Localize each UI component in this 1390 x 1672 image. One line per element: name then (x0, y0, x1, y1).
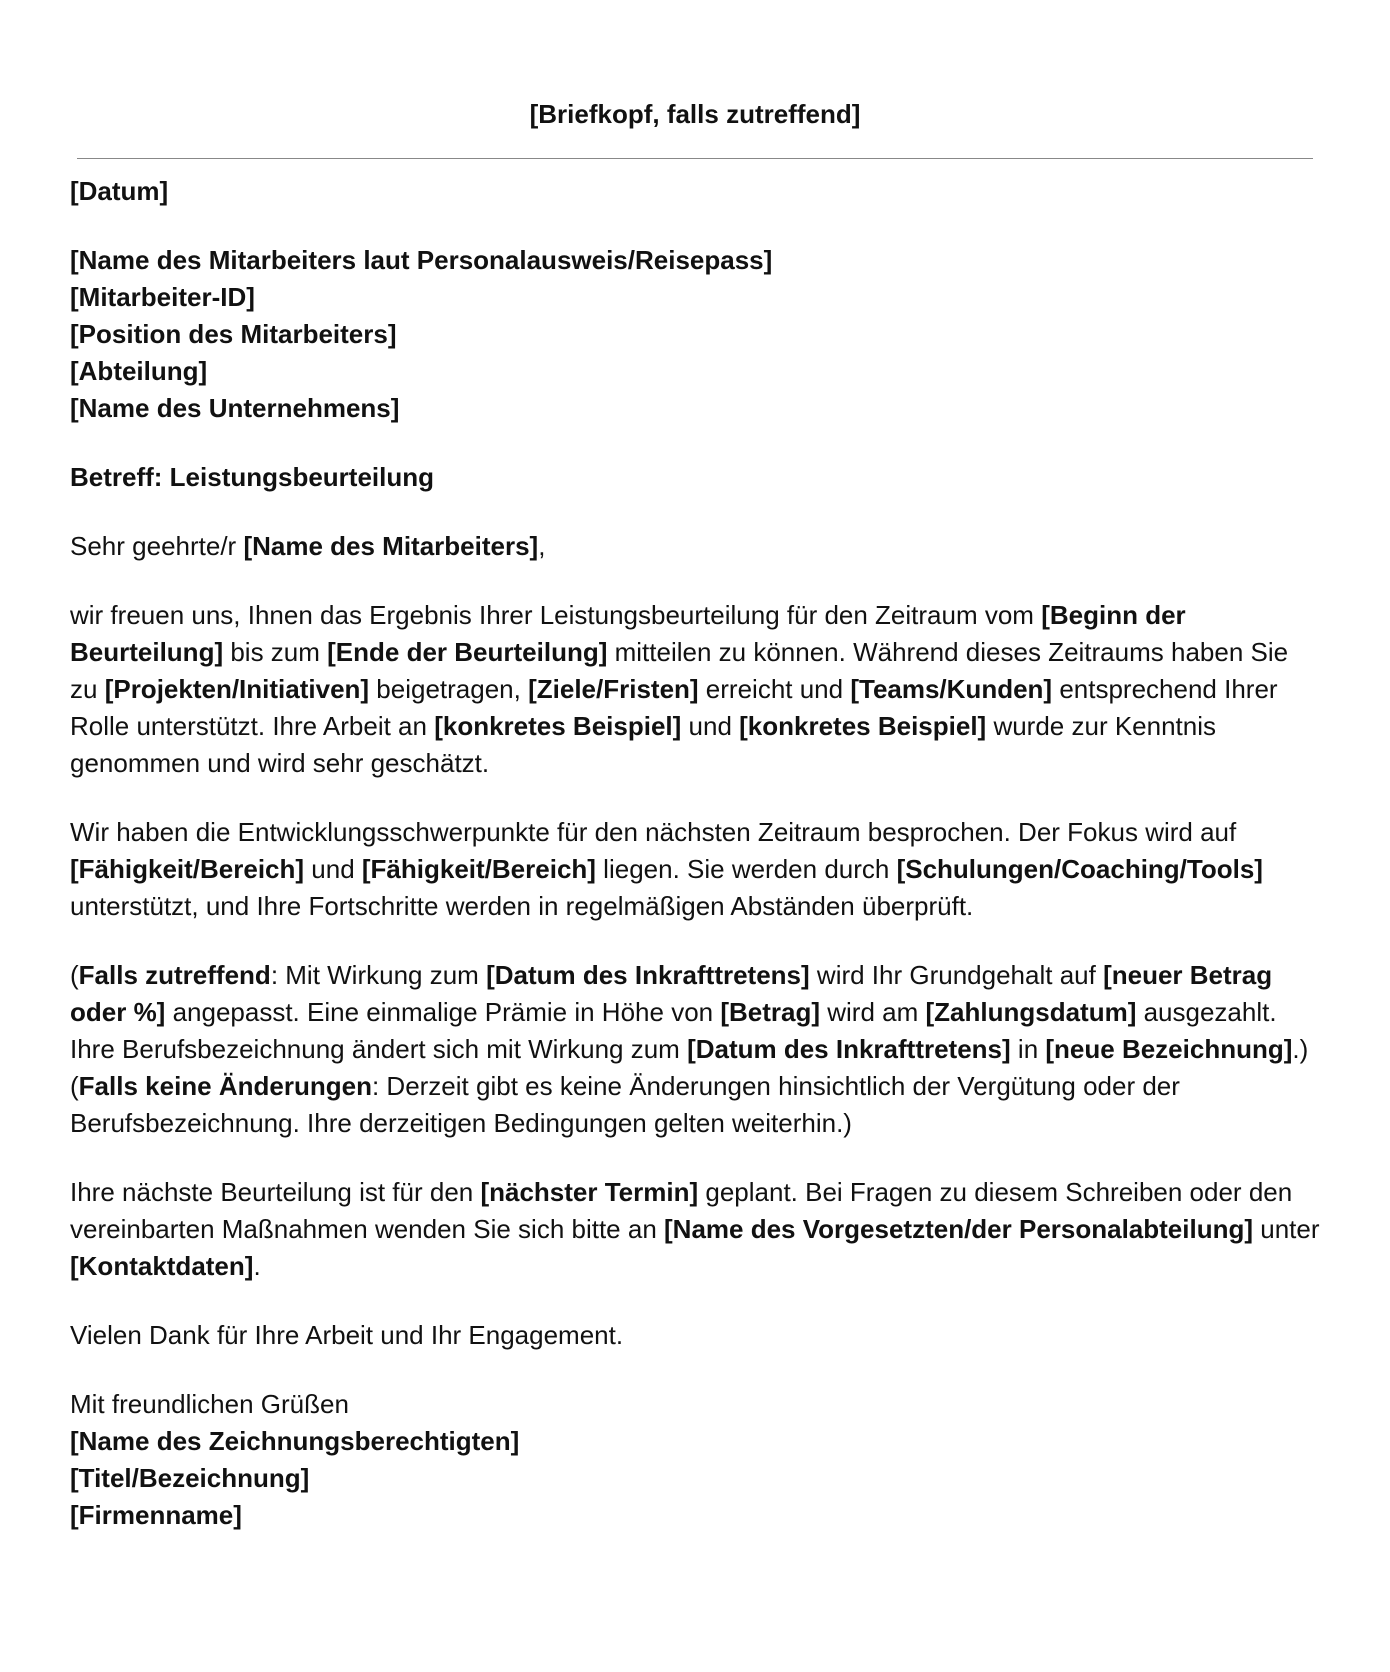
text-segment: liegen. Sie werden durch (595, 854, 897, 884)
placeholder-segment: [Teams/Kunden] (850, 674, 1053, 704)
placeholder-segment: [Betrag] (720, 997, 821, 1027)
placeholder-segment: Falls keine Änderungen (78, 1071, 372, 1101)
placeholder-segment: Falls zutreffend (78, 960, 271, 990)
recipient-block (70, 242, 1320, 427)
placeholder-segment: [Fähigkeit/Bereich] (70, 854, 305, 884)
placeholder-segment: [konkretes Beispiel] (739, 711, 987, 741)
recipient-department: [Abteilung] (70, 356, 208, 386)
placeholder-segment: [Ziele/Fristen] (528, 674, 699, 704)
paragraph-review-result (70, 597, 1320, 782)
paragraph-next-review (70, 1174, 1320, 1285)
placeholder-segment: [Projekten/Initiativen] (104, 674, 370, 704)
text-segment: bis zum (223, 637, 328, 667)
placeholder-segment: [Kontaktdaten] (70, 1251, 254, 1281)
placeholder-segment: [Ende der Beurteilung] (327, 637, 608, 667)
date-placeholder: [Datum] (70, 176, 169, 206)
placeholder-segment: [Schulungen/Coaching/Tools] (896, 854, 1263, 884)
placeholder-segment: [Beginn der Beurteilung] (70, 600, 1186, 667)
signatory-title: [Titel/Bezeichnung] (70, 1463, 310, 1493)
text-segment: unter (1253, 1214, 1320, 1244)
placeholder-segment: [Datum des Inkrafttretens] (486, 960, 810, 990)
placeholder-segment: [Name des Vorgesetzten/der Personalabteilung] (664, 1214, 1254, 1244)
text-segment: Wir haben die Entwicklungsschwerpunkte für den nächsten Zeitraum besprochen. Der Fokus wird auf (70, 817, 1237, 847)
paragraph-no-changes (70, 1068, 1320, 1142)
recipient-id: [Mitarbeiter-ID] (70, 282, 255, 312)
text-segment: wird am (820, 997, 926, 1027)
closing-greeting: Mit freundlichen Grüßen (70, 1389, 349, 1419)
paragraph-development (70, 814, 1320, 925)
text-segment: ( (70, 1071, 79, 1101)
signatory-name: [Name des Zeichnungsberechtigten] (70, 1426, 520, 1456)
text-segment: und (304, 854, 362, 884)
salutation-prefix: Sehr geehrte/r (70, 531, 244, 561)
placeholder-segment: [Datum des Inkrafttretens] (687, 1034, 1011, 1064)
text-segment: und (681, 711, 740, 741)
salutation-suffix: , (538, 531, 546, 561)
letterhead: [Briefkopf, falls zutreffend] (529, 99, 861, 129)
text-segment: .) (1292, 1034, 1309, 1064)
text-segment: : Mit Wirkung zum (270, 960, 487, 990)
text-segment: mitteilen zu können. Während dieses Zeitraums haben Sie zu (70, 637, 1289, 704)
text-segment: in (1010, 1034, 1046, 1064)
placeholder-segment: [neuer Betrag oder %] (70, 960, 1273, 1027)
text-segment: . (253, 1251, 261, 1281)
placeholder-segment: [konkretes Beispiel] (434, 711, 682, 741)
text-segment: entsprechend Ihrer Rolle unterstützt. Ihre Arbeit an (70, 674, 1278, 741)
text-segment: ausgezahlt. Ihre Berufsbezeichnung ändert sich mit Wirkung zum (70, 997, 1277, 1064)
thanks-line: Vielen Dank für Ihre Arbeit und Ihr Engagement. (70, 1320, 624, 1350)
placeholder-segment: [Zahlungsdatum] (925, 997, 1137, 1027)
salutation (70, 528, 1320, 565)
paragraph-compensation-change (70, 957, 1320, 1068)
placeholder-segment: [nächster Termin] (480, 1177, 699, 1207)
recipient-position: [Position des Mitarbeiters] (70, 319, 397, 349)
placeholder-segment: [Fähigkeit/Bereich] (361, 854, 596, 884)
text-segment: unterstützt, und Ihre Fortschritte werden in regelmäßigen Abständen überprüft. (70, 891, 974, 921)
recipient-company: [Name des Unternehmens] (70, 393, 400, 423)
text-segment: angepasst. Eine einmalige Prämie in Höhe von (165, 997, 721, 1027)
placeholder-segment: [neue Bezeichnung] (1045, 1034, 1293, 1064)
text-segment: beigetragen, (369, 674, 529, 704)
subject-line: Betreff: Leistungsbeurteilung (70, 462, 435, 492)
text-segment: Ihre nächste Beurteilung ist für den (70, 1177, 481, 1207)
text-segment: wir freuen uns, Ihnen das Ergebnis Ihrer Leistungsbeurteilung für den Zeitraum vom (70, 600, 1042, 630)
text-segment: : Derzeit gibt es keine Änderungen hinsichtlich der Vergütung oder der Berufsbezeichnung. Ihre derzeitigen Bedingungen gelten weiterhin.) (70, 1071, 1180, 1138)
salutation-name: [Name des Mitarbeiters] (243, 531, 539, 561)
text-segment: erreicht und (698, 674, 851, 704)
closing-block (70, 1386, 1320, 1534)
letter-body (70, 173, 1320, 1534)
text-segment: wurde zur Kenntnis genommen und wird sehr geschätzt. (70, 711, 1217, 778)
text-segment: geplant. Bei Fragen zu diesem Schreiben oder den vereinbarten Maßnahmen wenden Sie sich bitte an (70, 1177, 1293, 1244)
text-segment: wird Ihr Grundgehalt auf (809, 960, 1104, 990)
signatory-company: [Firmenname] (70, 1500, 242, 1530)
letterhead-divider (77, 158, 1313, 159)
recipient-name: [Name des Mitarbeiters laut Personalausweis/Reisepass] (70, 245, 773, 275)
text-segment: ( (70, 960, 79, 990)
